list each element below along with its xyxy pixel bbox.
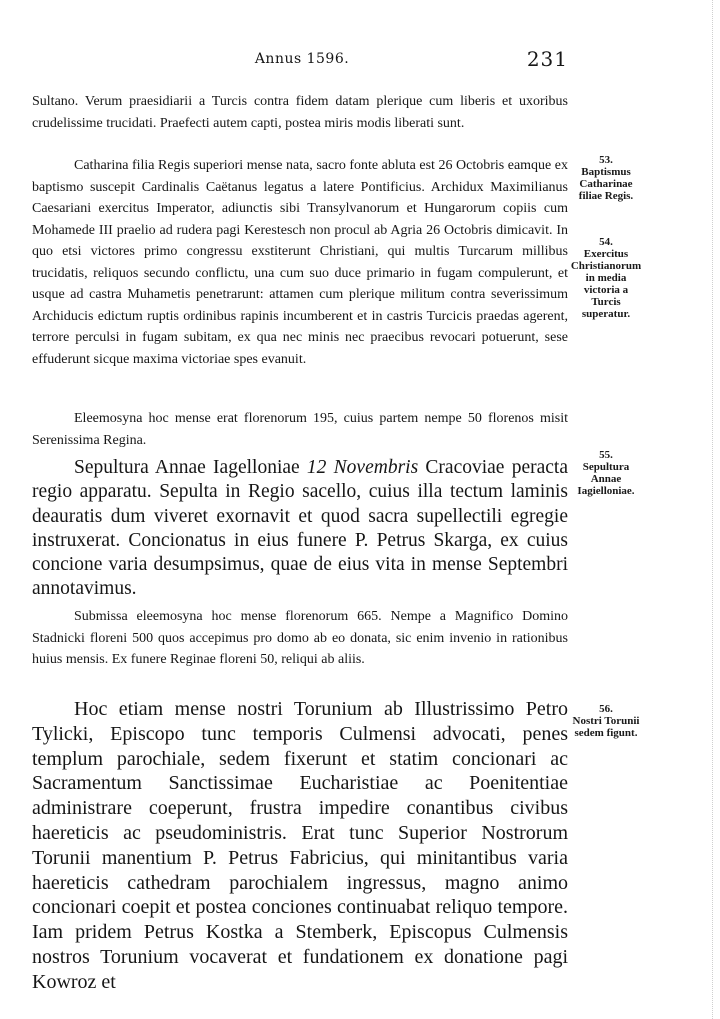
- running-title: Annus 1596.: [254, 51, 350, 67]
- margin-note-number: 54.: [599, 236, 613, 248]
- paragraph-sepultura: [32, 456, 568, 602]
- paragraph-text: Eleemosyna hoc mense erat florenorum 195, cuius partem nempe 50 florenos misit Serenissima Regina.: [32, 411, 568, 448]
- margin-note-text: Nostri Torunii sedem figunt.: [572, 715, 640, 739]
- paragraph-eleemosyna-2: [32, 606, 568, 671]
- scan-edge-rule: [712, 0, 714, 1019]
- margin-note-56: [570, 703, 642, 739]
- margin-note-number: 53.: [599, 154, 613, 166]
- margin-note-text: Exercitus Christianorum in media victoria a Turcis superatur.: [570, 248, 642, 320]
- burial-text-before: Sepultura Annae Iagelloniae: [74, 457, 307, 478]
- margin-note-55: [570, 449, 642, 497]
- margin-note-number: 56.: [599, 703, 613, 715]
- page-number: 231: [526, 47, 568, 71]
- paragraph-text: Submissa eleemosyna hoc mense florenorum 665. Nempe a Magnifico Domino Stadnicki floreni 500 quos accepimus pro domo ab eo donata, sic enim invenio in rationibus huius mensis. Ex funere Reginae floreni 50, reliqui ab aliis.: [32, 609, 568, 667]
- paragraph-eleemosyna-1: [32, 408, 568, 451]
- paragraph-torunium: [32, 697, 568, 995]
- margin-note-53: [570, 154, 642, 202]
- paragraph-text: Hoc etiam mense nostri Torunium ab Illustrissimo Petro Tylicki, Episcopo tunc temporis Culmensi advocati, penes templum parochiale, sedem fixerunt et statim concionari ac Sacramentum Sanctissimae Eucharistiae ac Poenitentiae administrare coeperunt, frustra impedire conantibus civibus haereticis ac pseudoministris. Erat tunc Superior Nostrorum Torunii manentium P. Petrus Fabricius, qui minitantibus varia haereticis cathedram parochialem ingressus, magno animo concionari coepit et postea conciones continuabat reliquo tempore. Iam pridem Petrus Kostka a Stemberk, Episcopus Culmensis nostros Torunium vocaverat et fundationem ex donatione pagi Kowroz et: [32, 698, 568, 993]
- margin-note-number: 55.: [599, 449, 613, 461]
- burial-text-after: Cracoviae peracta regio apparatu. Sepulta in Regio sacello, cuius illa tectum laminis deauratis dum viveret exornavit et quod sacra supellectili egregie instruxerat. Concionatus in eius funere P. Petrus Skarga, ex cuius concione varia desumpsimus, quae de eius vita in mense Septembri annotavimus.: [32, 457, 568, 600]
- burial-date: 12 Novembris: [306, 457, 419, 478]
- running-head: [32, 47, 572, 72]
- paragraph-text: Sultano. Verum praesidiarii a Turcis contra fidem datam plerique cum liberis et uxoribus crudelissime trucidati. Praefecti autem capti, postea miris modis liberati sunt.: [32, 94, 568, 131]
- paragraph-text: [32, 456, 568, 602]
- margin-note-text: Sepultura Annae Iagielloniae.: [577, 461, 635, 497]
- paragraph-text: Catharina filia Regis superiori mense nata, sacro fonte abluta est 26 Octobris eamque ex baptismo suscepit Cardinalis Caëtanus legatus a latere Pontificius. Archidux Maximilianus Caesariani exercitus Imperator, adiunctis sibi Transylvanorum et Hungarorum copiis cum Mohamede III praelio ad rudera pagi Kerestesch non procul ab Agria 26 Octobris dimicavit. In quo etsi victores primo congressu exstiterunt Christiani, qui multis Turcarum millibus trucidatis, reliquos secundo conflictu, una cum suo duce primario in fugam compulerunt, et usque ad castra Muhametis penetrarunt: attamen cum plerique militum contra severissimum Archiducis edictum ruptis ordinibus rapinis incumberent et in castris Turcicis praedas agerent, terrore perculsi in fugam subitam, ex qua nec minis nec praecibus revocari potuerunt, sese effuderunt sicque maxima victoriae spes evanuit.: [32, 158, 568, 367]
- margin-note-text: Baptismus Catharinae filiae Regis.: [578, 166, 634, 202]
- paragraph-sultano: [32, 91, 568, 134]
- paragraph-catharina: [32, 155, 568, 370]
- margin-note-54: [570, 236, 642, 320]
